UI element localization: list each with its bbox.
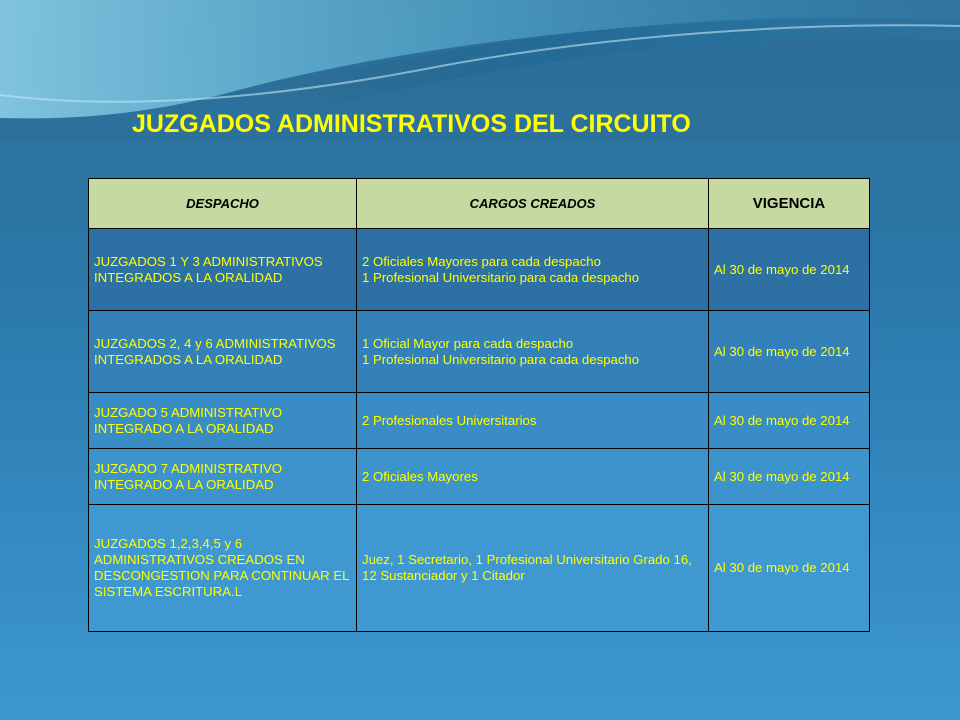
despacho-cell: JUZGADOS 1,2,3,4,5 y 6 ADMINISTRATIVOS CREADOS EN DESCONGESTION PARA CONTINUAR EL SISTEMA ESCRITURA.L bbox=[89, 505, 357, 632]
despacho-cell: JUZGADO 7 ADMINISTRATIVO INTEGRADO A LA ORALIDAD bbox=[89, 449, 357, 505]
table-header-row bbox=[89, 179, 870, 229]
table-row bbox=[89, 449, 870, 505]
header-vigencia: VIGENCIA bbox=[709, 179, 870, 229]
page-title: JUZGADOS ADMINISTRATIVOS DEL CIRCUITO bbox=[132, 110, 691, 138]
despacho-cell: JUZGADOS 1 Y 3 ADMINISTRATIVOS INTEGRADOS A LA ORALIDAD bbox=[89, 229, 357, 311]
vigencia-cell: Al 30 de mayo de 2014 bbox=[709, 449, 870, 505]
table-row bbox=[89, 229, 870, 311]
cargo-line: 2 Profesionales Universitarios bbox=[362, 412, 537, 428]
cargos-cell bbox=[357, 393, 709, 449]
cargo-line: 2 Oficiales Mayores para cada despacho bbox=[362, 253, 601, 269]
cargos-cell bbox=[357, 311, 709, 393]
cargos-cell bbox=[357, 229, 709, 311]
table-row bbox=[89, 505, 870, 632]
despacho-cell: JUZGADOS 2, 4 y 6 ADMINISTRATIVOS INTEGRADOS A LA ORALIDAD bbox=[89, 311, 357, 393]
cargo-line: 1 Oficial Mayor para cada despacho bbox=[362, 335, 574, 351]
header-cargos-creados: CARGOS CREADOS bbox=[357, 179, 709, 229]
despacho-cell: JUZGADO 5 ADMINISTRATIVO INTEGRADO A LA ORALIDAD bbox=[89, 393, 357, 449]
courts-table bbox=[88, 178, 870, 632]
cargo-line: 1 Profesional Universitario para cada despacho bbox=[362, 351, 640, 367]
cargos-cell bbox=[357, 505, 709, 632]
vigencia-cell: Al 30 de mayo de 2014 bbox=[709, 505, 870, 632]
cargo-line: 1 Profesional Universitario para cada despacho bbox=[362, 269, 640, 285]
table-row bbox=[89, 311, 870, 393]
header-despacho: DESPACHO bbox=[89, 179, 357, 229]
cargo-line: 2 Oficiales Mayores bbox=[362, 468, 478, 484]
vigencia-cell: Al 30 de mayo de 2014 bbox=[709, 229, 870, 311]
cargos-cell bbox=[357, 449, 709, 505]
table-row bbox=[89, 393, 870, 449]
cargo-line: Juez, 1 Secretario, 1 Profesional Universitario Grado 16, 12 Sustanciador y 1 Citador bbox=[362, 552, 692, 583]
vigencia-cell: Al 30 de mayo de 2014 bbox=[709, 311, 870, 393]
vigencia-cell: Al 30 de mayo de 2014 bbox=[709, 393, 870, 449]
